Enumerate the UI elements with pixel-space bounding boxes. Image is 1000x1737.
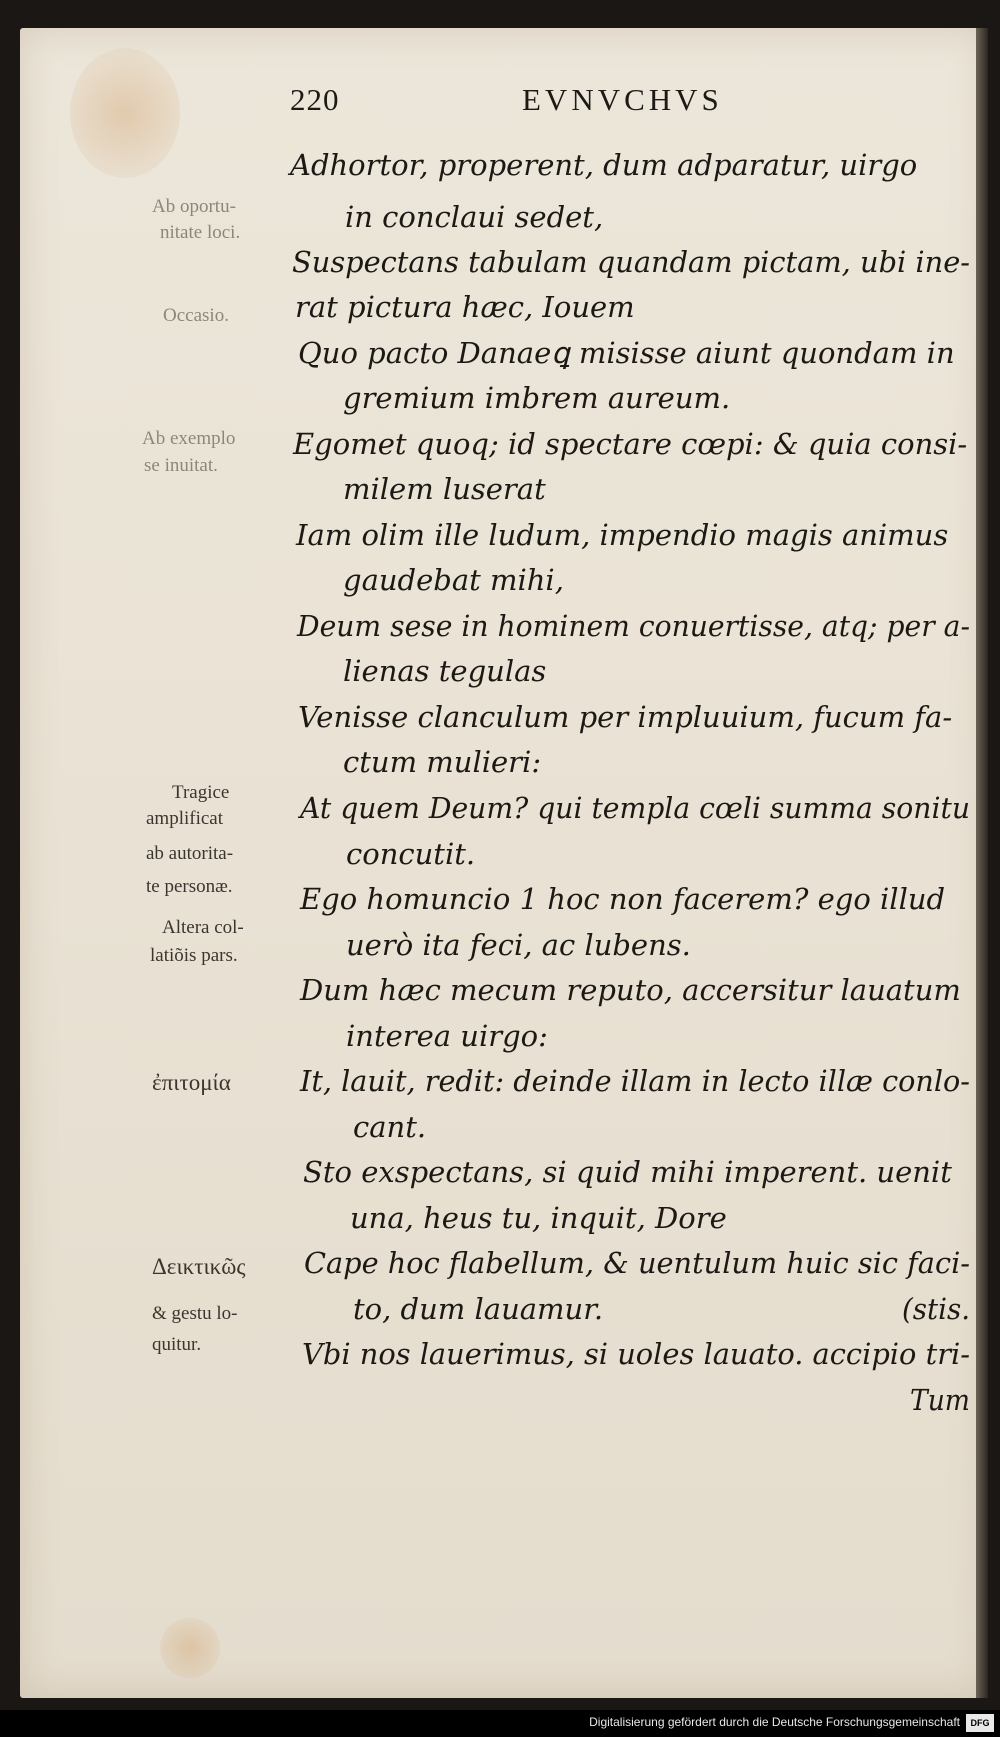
margin-note: nitate loci. bbox=[160, 222, 241, 243]
margin-note: ab autorita- bbox=[146, 843, 234, 864]
text-line: in conclaui sedet, bbox=[345, 200, 604, 234]
text-line: gaudebat mihi, bbox=[343, 563, 564, 597]
text-line: Deum sese in hominem conuertisse, atq; per a- bbox=[297, 609, 970, 643]
text-line: concutit. bbox=[346, 837, 476, 871]
text-line: Sto exspectans, si quid mihi imperent. uenit bbox=[303, 1155, 952, 1189]
margin-note: Δεικτικῶς bbox=[152, 1254, 246, 1279]
text-line: interea uirgo: bbox=[346, 1019, 548, 1053]
margin-note: ἐπιτομία bbox=[152, 1070, 231, 1095]
margin-note: Occasio. bbox=[163, 305, 229, 326]
text-line: una, heus tu, inquit, Dore bbox=[350, 1201, 727, 1235]
running-title: EVNVCHVS bbox=[522, 82, 723, 117]
text-line: Egomet quoq; id spectare cœpi: & quia consi- bbox=[293, 427, 968, 461]
catchword: Tum bbox=[910, 1383, 970, 1417]
text-line: gremium imbrem aureum. bbox=[343, 381, 731, 415]
text-line: to, dum lauamur. bbox=[353, 1292, 604, 1326]
page-number: 220 bbox=[290, 82, 340, 117]
text-line: It, lauit, redit: deinde illam in lecto illæ conlo- bbox=[300, 1064, 970, 1098]
text-line: Ego homuncio 1 hoc non facerem? ego illud bbox=[300, 882, 946, 916]
paper-stain bbox=[160, 1618, 220, 1678]
margin-note: se inuitat. bbox=[144, 455, 218, 476]
text-line: Venisse clanculum per impluuium, fucum fa- bbox=[298, 700, 953, 734]
margin-note: Altera col- bbox=[162, 917, 244, 938]
margin-note: amplificat bbox=[146, 808, 224, 829]
text-line: Suspectans tabulam quandam pictam, ubi ine- bbox=[292, 245, 970, 279]
text-line: (stis. bbox=[902, 1292, 970, 1326]
text-line: Vbi nos lauerimus, si uoles lauato. accipio tri- bbox=[302, 1337, 970, 1371]
text-line: uerò ita feci, ac lubens. bbox=[346, 928, 691, 962]
text-line: Quo pacto Danaeꝗ misisse aiunt quondam in bbox=[298, 336, 955, 370]
text-line: At quem Deum? qui templa cœli summa sonitu bbox=[300, 791, 970, 825]
footer-bar bbox=[0, 1710, 1000, 1737]
margin-note: latiõis pars. bbox=[150, 945, 238, 966]
text-line: Adhortor, properent, dum adparatur, uirgo bbox=[290, 148, 918, 182]
footer-credit: Digitalisierung gefördert durch die Deutsche Forschungsgemeinschaft bbox=[589, 1715, 960, 1729]
text-line: cant. bbox=[353, 1110, 427, 1144]
text-line: Dum hæc mecum reputo, accersitur lauatum bbox=[300, 973, 961, 1007]
text-line: ctum mulieri: bbox=[343, 745, 542, 779]
book-spine bbox=[976, 28, 988, 1698]
text-line: rat pictura hæc, Iouem bbox=[295, 290, 635, 324]
margin-note: Ab exemplo bbox=[142, 428, 236, 449]
text-line: Iam olim ille ludum, impendio magis animus bbox=[296, 518, 949, 552]
margin-note: Ab oportu- bbox=[152, 196, 236, 217]
margin-note: & gestu lo- bbox=[152, 1303, 238, 1324]
text-line: milem luserat bbox=[343, 472, 546, 506]
margin-note: quitur. bbox=[152, 1334, 202, 1355]
margin-note: te personæ. bbox=[146, 876, 233, 897]
page-header bbox=[0, 82, 1000, 122]
dfg-logo-icon: DFG bbox=[966, 1714, 994, 1732]
margin-note: Tragice bbox=[172, 782, 230, 803]
text-line: lienas tegulas bbox=[343, 654, 547, 688]
text-line: Cape hoc flabellum, & uentulum huic sic faci- bbox=[304, 1246, 970, 1280]
